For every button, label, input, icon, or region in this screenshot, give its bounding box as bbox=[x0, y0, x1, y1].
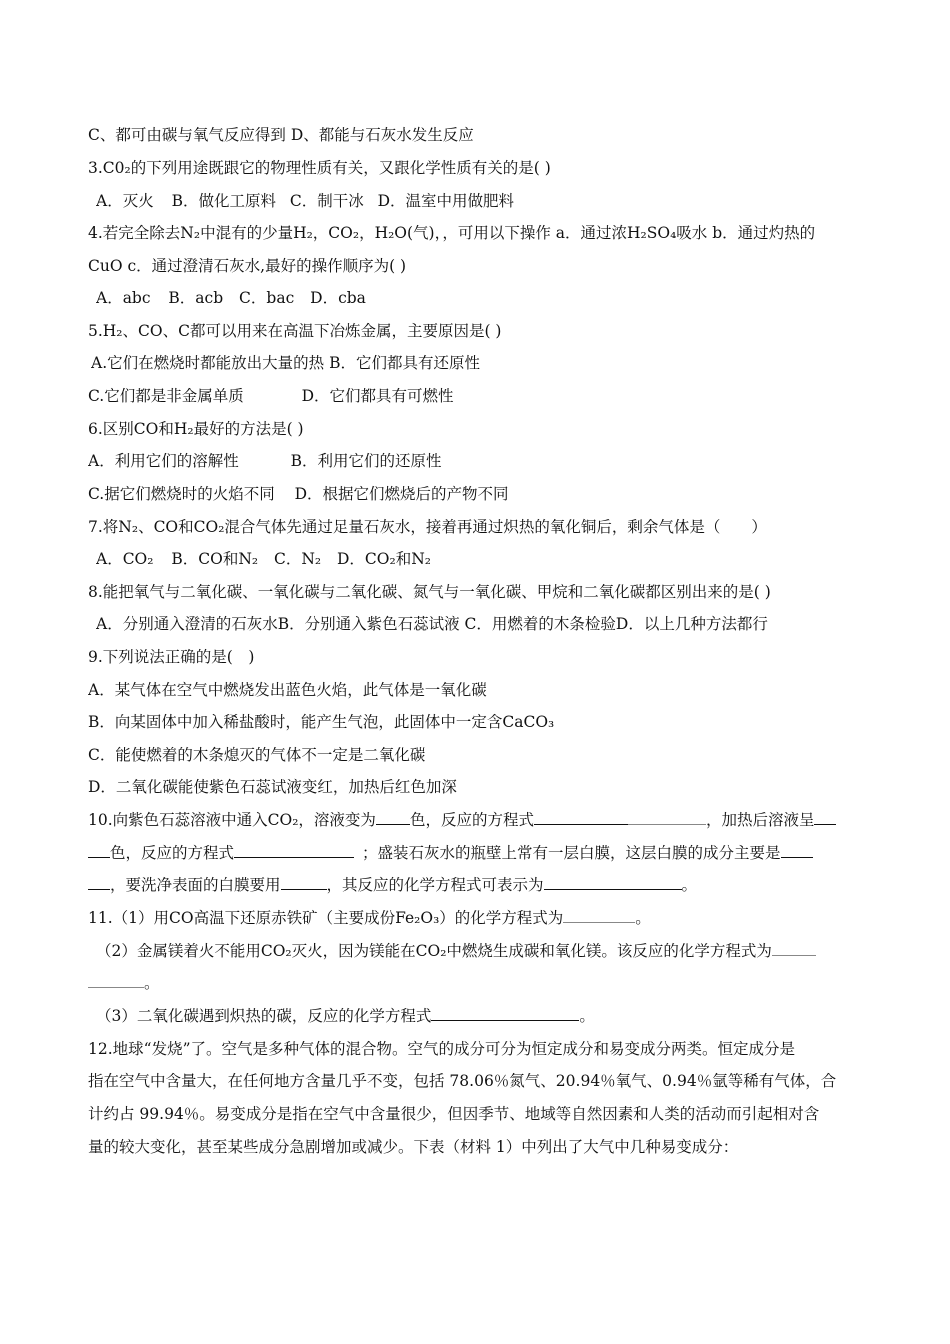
q4-option-c: C．bac bbox=[239, 289, 295, 307]
q10-text-5: ；盛装石灰水的瓶壁上常有一层白膜，这层白膜的成分主要是 bbox=[362, 844, 781, 862]
q6-stem: 6.区别CO和H₂最好的方法是( ) bbox=[88, 420, 304, 438]
q12-line2: 指在空气中含量大，在任何地方含量几乎不变，包括 78.06％氮气、20.94％氧气、0.94％氩等稀有气体，合 bbox=[88, 1072, 837, 1090]
q6-options-cd bbox=[88, 482, 866, 506]
q10-blank-color-1 bbox=[376, 809, 410, 825]
q11-part1-end: 。 bbox=[635, 909, 651, 927]
q5-option-b: B．它们都具有还原性 bbox=[329, 354, 480, 372]
q4-option-d: D．cba bbox=[310, 289, 366, 307]
q9-option-a: A．某气体在空气中燃烧发出蓝色火焰，此气体是一氧化碳 bbox=[88, 681, 487, 699]
q4-stem-line2: CuO c．通过澄清石灰水,最好的操作顺序为( ) bbox=[88, 257, 407, 275]
q10-line1 bbox=[88, 808, 866, 832]
q11-blank-2a bbox=[772, 940, 816, 956]
q3-option-b: B．做化工原料 bbox=[171, 192, 276, 210]
q3-option-d: D．温室中用做肥料 bbox=[377, 192, 515, 210]
q9-option-d: D．二氧化碳能使紫色石蕊试液变红，加热后红色加深 bbox=[88, 778, 457, 796]
q7-option-a: A．CO₂ bbox=[96, 550, 154, 568]
q9-option-b: B．向某固体中加入稀盐酸时，能产生气泡，此固体中一定含CaCO₃ bbox=[88, 713, 555, 731]
q6-option-b: B．利用它们的还原性 bbox=[290, 452, 442, 470]
q8-option-b: B．分别通入紫色石蕊试液 bbox=[277, 615, 460, 633]
q7-option-b: B．CO和N₂ bbox=[171, 550, 259, 568]
q3-option-a: A．灭火 bbox=[96, 192, 154, 210]
q4-option-b: B．acb bbox=[168, 289, 224, 307]
q7-options bbox=[96, 547, 866, 571]
q10-blank-reagent bbox=[281, 874, 327, 890]
q3-option-c: C．制干冰 bbox=[289, 192, 364, 210]
q10-text-7: ，其反应的化学方程式可表示为 bbox=[326, 876, 544, 894]
q10-text-3: ，加热后溶液呈 bbox=[705, 811, 815, 829]
q11-part2-text: （2）金属镁着火不能用CO₂灭火，因为镁能在CO₂中燃烧生成碳和氧化镁。该反应的化学方程式为 bbox=[96, 942, 772, 960]
q10-blank-equation-2 bbox=[234, 842, 354, 858]
q5-option-c: C.它们都是非金属单质 bbox=[88, 387, 244, 405]
q10-blank-equation-1a bbox=[534, 809, 628, 825]
q12-line4: 量的较大变化，甚至某些成分急剧增加或减少。下表（材料 1）中列出了大气中几种易变成分： bbox=[88, 1138, 739, 1156]
q8-option-c: C．用燃着的木条检验 bbox=[464, 615, 616, 633]
q10-blank-film-a bbox=[781, 842, 813, 858]
q3-options bbox=[96, 189, 866, 213]
q4-option-a: A．abc bbox=[96, 289, 151, 307]
q10-blank-color-2b bbox=[88, 842, 110, 858]
q2-option-c: C、都可由碳与氧气反应得到 bbox=[88, 126, 286, 144]
q10-text-2: 色，反应的方程式 bbox=[409, 811, 534, 829]
q10-text-8: 。 bbox=[681, 876, 698, 894]
q9-option-c: C．能使燃着的木条熄灭的气体不一定是二氧化碳 bbox=[88, 746, 426, 764]
q10-blank-color-2a bbox=[814, 809, 836, 825]
q10-text-6: ，要洗净表面的白膜要用 bbox=[110, 876, 281, 894]
q6-option-c: C.据它们燃烧时的火焰不同 bbox=[88, 485, 275, 503]
q2-option-d: D、都能与石灰水发生反应 bbox=[290, 126, 474, 144]
q5-option-a: A.它们在燃烧时都能放出大量的热 bbox=[91, 354, 325, 372]
q7-stem: 7.将N₂、CO和CO₂混合气体先通过足量石灰水，接着再通过炽热的氧化铜后，剩余气体是（ ） bbox=[88, 518, 767, 536]
q2-options-cd bbox=[88, 123, 866, 147]
q7-option-c: C．N₂ bbox=[273, 550, 322, 568]
q11-part2-end: 。 bbox=[144, 974, 160, 992]
q4-options bbox=[96, 286, 866, 310]
q11-part3 bbox=[96, 1004, 866, 1028]
q8-stem: 8.能把氧气与二氧化碳、一氧化碳与二氧化碳、氮气与一氧化碳、甲烷和二氧化碳都区别出来的是( ) bbox=[88, 583, 771, 601]
q10-line2 bbox=[88, 841, 866, 865]
q5-options-ab bbox=[91, 351, 866, 375]
q8-option-d: D．以上几种方法都行 bbox=[615, 615, 768, 633]
q11-part2-cont bbox=[88, 971, 866, 995]
q6-option-d: D．根据它们燃烧后的产物不同 bbox=[294, 485, 509, 503]
q11-blank-3 bbox=[431, 1005, 579, 1021]
q6-options-ab bbox=[88, 449, 866, 473]
q6-option-a: A．利用它们的溶解性 bbox=[88, 452, 239, 470]
q7-option-d: D．CO₂和N₂ bbox=[336, 550, 431, 568]
q12-line3: 计约占 99.94％。易变成分是指在空气中含量很少，但因季节、地域等自然因素和人类的活动而引起相对含 bbox=[88, 1105, 820, 1123]
q8-option-a: A．分别通入澄清的石灰水 bbox=[96, 615, 278, 633]
q4-stem-line1: 4.若完全除去N₂中混有的少量H₂，CO₂，H₂O(气)，，可用以下操作 a．通过浓H₂SO₄吸水 b．通过灼热的 bbox=[88, 224, 816, 242]
q10-text-1: 10.向紫色石蕊溶液中通入CO₂，溶液变为 bbox=[88, 811, 376, 829]
q11-part3-text: （3）二氧化碳遇到炽热的碳，反应的化学方程式 bbox=[96, 1007, 432, 1025]
q5-options-cd bbox=[88, 384, 866, 408]
q11-part1 bbox=[88, 906, 866, 930]
q8-options bbox=[96, 612, 866, 636]
q11-blank-1 bbox=[563, 907, 635, 923]
q12-line1: 12.地球“发烧”了。空气是多种气体的混合物。空气的成分可分为恒定成分和易变成分两类。恒定成分是 bbox=[88, 1040, 796, 1058]
q10-text-4: 色，反应的方程式 bbox=[110, 844, 235, 862]
q3-stem: 3.C0₂的下列用途既跟它的物理性质有关，又跟化学性质有关的是( ) bbox=[88, 159, 551, 177]
q11-part3-end: 。 bbox=[579, 1007, 595, 1025]
q11-part1-text: 11.（1）用CO高温下还原赤铁矿（主要成份Fe₂O₃）的化学方程式为 bbox=[88, 909, 564, 927]
q5-stem: 5.H₂、CO、C都可以用来在高温下冶炼金属，主要原因是( ) bbox=[88, 322, 502, 340]
q11-blank-2b bbox=[88, 972, 144, 988]
q11-part2 bbox=[96, 939, 866, 963]
q9-stem: 9.下列说法正确的是( ) bbox=[88, 648, 255, 666]
q10-line3 bbox=[88, 873, 866, 897]
q10-blank-equation-1b bbox=[628, 809, 706, 825]
q10-blank-film-b bbox=[88, 874, 110, 890]
q5-option-d: D．它们都具有可燃性 bbox=[301, 387, 454, 405]
q10-blank-equation-3 bbox=[544, 874, 682, 890]
